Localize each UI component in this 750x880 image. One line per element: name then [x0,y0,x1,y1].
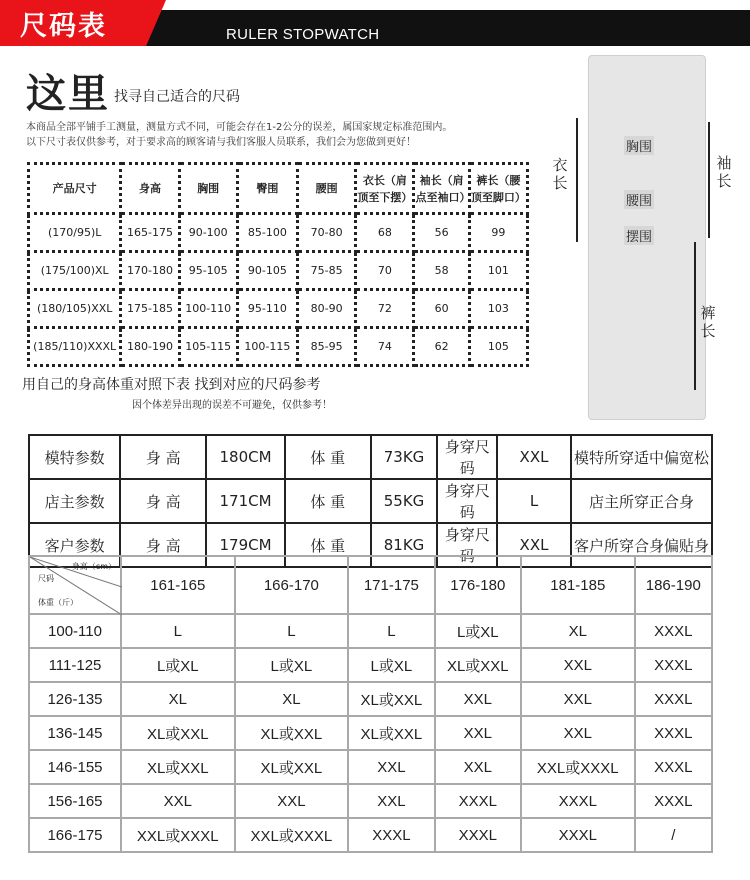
grid-size-cell: XXXL [521,818,635,852]
size-table-cell: 100-115 [237,328,297,366]
params-cell: 身穿尺码 [437,479,497,523]
size-guide-caption: 用自己的身高体重对照下表 找到对应的尺码参考 [22,377,321,393]
size-table-header-cell: 袖长（肩 点至袖口） [414,164,469,214]
size-table-cell: 105-115 [179,328,237,366]
size-spec-table [27,162,529,367]
size-table-cell: 103 [469,290,527,328]
size-table-cell: 175-185 [121,290,179,328]
params-cell: 身穿尺码 [437,523,497,567]
grid-size-cell: XXL [235,784,349,818]
size-table-header-cell: 臀围 [237,164,297,214]
grid-size-cell: XXL [348,784,434,818]
size-table-cell: (185/110)XXXL [29,328,121,366]
params-cell: 180CM [206,435,284,479]
height-weight-size-grid [28,555,713,853]
grid-size-cell: XXXL [635,716,712,750]
corner-size-label: 尺码 [38,574,54,583]
params-cell: XXL [497,435,571,479]
grid-size-cell: XXL [435,716,521,750]
size-table-cell: 90-100 [179,214,237,252]
grid-weight-cell: 100-110 [29,614,121,648]
grid-size-cell: XXXL [635,648,712,682]
size-table-cell: 180-190 [121,328,179,366]
grid-size-cell: XXL [435,682,521,716]
size-table-cell: 99 [469,214,527,252]
note-line: 以下尺寸表仅供参考，对于要求高的顾客请与我们客服人员联系，我们会为您做到更好！ [26,137,416,148]
grid-size-cell: XXL或XXXL [521,750,635,784]
grid-row [29,682,712,716]
grid-size-cell: XXXL [435,784,521,818]
params-cell: 身 高 [120,435,206,479]
waist-label: 腰围 [624,190,654,209]
grid-size-cell: L或XL [235,648,349,682]
size-table-cell: 56 [414,214,469,252]
grid-size-cell: L [235,614,349,648]
grid-row [29,716,712,750]
grid-size-cell: XL [121,682,235,716]
grid-height-header: 161-165 [121,556,235,614]
size-table-cell: 100-110 [179,290,237,328]
params-cell: 身 高 [120,479,206,523]
grid-size-cell: XXXL [521,784,635,818]
grid-size-cell: XXXL [635,614,712,648]
params-row [29,435,712,479]
grid-corner-cell [29,556,121,614]
note-line: 本商品全部平铺手工测量，测量方式不同，可能会存在1-2公分的误差，属国家规定标准范围内。 [26,122,453,133]
size-guide-disclaimer: 因个体差异出现的误差不可避免，仅供参考！ [132,400,332,411]
params-cell: XXL [497,523,571,567]
chest-label: 胸围 [624,136,654,155]
grid-weight-cell: 166-175 [29,818,121,852]
params-cell: 171CM [206,479,284,523]
sleeve-length-label: 袖长 [716,154,732,190]
grid-height-header: 166-170 [235,556,349,614]
model-params-table [28,434,713,568]
size-table-cell: (175/100)XL [29,252,121,290]
header-banner [0,0,750,46]
size-table-cell: (180/105)XXL [29,290,121,328]
params-cell: 模特所穿适中偏宽松 [571,435,712,479]
size-table-header-row [29,164,528,214]
grid-size-cell: XXXL [635,750,712,784]
measurement-note [26,120,566,150]
top-length-line [576,118,578,242]
size-table-cell: 170-180 [121,252,179,290]
grid-size-cell: / [635,818,712,852]
size-table-cell: 101 [469,252,527,290]
size-table-header-cell: 胸围 [179,164,237,214]
section-subheading: 找寻自己适合的尺码 [114,89,240,105]
grid-height-header: 176-180 [435,556,521,614]
params-cell: 店主所穿正合身 [571,479,712,523]
grid-size-cell: XXXL [635,682,712,716]
grid-size-cell: L [121,614,235,648]
size-table-cell: 68 [356,214,414,252]
size-table-cell: (170/95)L [29,214,121,252]
params-cell: 店主参数 [29,479,120,523]
params-cell: 73KG [371,435,438,479]
grid-size-cell: XL或XXL [235,716,349,750]
params-cell: 179CM [206,523,284,567]
params-cell: 81KG [371,523,438,567]
grid-size-cell: XL [521,614,635,648]
grid-weight-cell: 126-135 [29,682,121,716]
size-table-header-cell: 衣长（肩 顶至下摆） [356,164,414,214]
size-table-row [29,214,528,252]
size-table-cell: 105 [469,328,527,366]
grid-weight-cell: 146-155 [29,750,121,784]
size-table-cell: 62 [414,328,469,366]
size-table-cell: 165-175 [121,214,179,252]
grid-size-cell: L或XL [435,614,521,648]
grid-size-cell: XXL [435,750,521,784]
size-table-cell: 70-80 [298,214,356,252]
params-cell: 55KG [371,479,438,523]
grid-size-cell: L或XL [121,648,235,682]
size-table-cell: 90-105 [237,252,297,290]
size-table-header-cell: 产品尺寸 [29,164,121,214]
grid-size-cell: XXXL [348,818,434,852]
sleeve-length-line [708,122,710,238]
params-cell: 体 重 [285,523,371,567]
params-row [29,479,712,523]
grid-weight-cell: 111-125 [29,648,121,682]
size-table-cell: 70 [356,252,414,290]
params-cell: 体 重 [285,435,371,479]
size-table-row [29,252,528,290]
size-table-cell: 95-110 [237,290,297,328]
grid-size-cell: XXL [521,716,635,750]
grid-row [29,648,712,682]
section-heading: 这里 [26,71,110,117]
params-cell: 身 高 [120,523,206,567]
grid-size-cell: XL或XXL [348,716,434,750]
params-cell: 客户所穿合身偏贴身 [571,523,712,567]
size-table-header-cell: 腰围 [298,164,356,214]
grid-size-cell: XXL [348,750,434,784]
size-table-cell: 58 [414,252,469,290]
size-table-cell: 72 [356,290,414,328]
params-cell: 体 重 [285,479,371,523]
grid-size-cell: XL或XXL [348,682,434,716]
size-table-cell: 85-100 [237,214,297,252]
grid-weight-cell: 156-165 [29,784,121,818]
size-table-header-cell: 身高 [121,164,179,214]
params-cell: 客户参数 [29,523,120,567]
size-table-cell: 85-95 [298,328,356,366]
grid-row [29,614,712,648]
grid-row [29,750,712,784]
grid-size-cell: XXL [521,648,635,682]
size-table-row [29,290,528,328]
grid-size-cell: XL或XXL [121,750,235,784]
grid-size-cell: L [348,614,434,648]
grid-size-cell: XXXL [635,784,712,818]
pants-length-line [694,242,696,390]
grid-size-cell: XXL [121,784,235,818]
size-table-cell: 95-105 [179,252,237,290]
grid-size-cell: XL [235,682,349,716]
grid-height-header: 181-185 [521,556,635,614]
top-length-label: 衣长 [552,156,568,192]
corner-weight-label: 体重（斤） [38,598,78,607]
header-subtitle: RULER STOPWATCH [226,26,380,43]
grid-height-header: 171-175 [348,556,434,614]
page-title: 尺码表 [20,11,107,42]
size-table-header-cell: 裤长（腰 顶至脚口） [469,164,527,214]
grid-size-cell: XXL或XXXL [235,818,349,852]
grid-size-cell: XL或XXL [121,716,235,750]
grid-size-cell: XL或XXL [235,750,349,784]
grid-size-cell: XL或XXL [435,648,521,682]
params-cell: 模特参数 [29,435,120,479]
grid-row [29,818,712,852]
grid-header-row [29,556,712,614]
grid-size-cell: XXL或XXXL [121,818,235,852]
corner-height-label: 身高（cm） [71,562,116,571]
model-measurement-figure [552,50,750,425]
grid-size-cell: L或XL [348,648,434,682]
size-table-cell: 75-85 [298,252,356,290]
grid-row [29,784,712,818]
size-table-cell: 74 [356,328,414,366]
pants-length-label: 裤长 [700,304,716,340]
grid-size-cell: XXXL [435,818,521,852]
grid-size-cell: XXL [521,682,635,716]
size-table-cell: 60 [414,290,469,328]
hem-label: 摆围 [624,226,654,245]
size-table-row [29,328,528,366]
grid-height-header: 186-190 [635,556,712,614]
params-cell: L [497,479,571,523]
size-table-cell: 80-90 [298,290,356,328]
grid-weight-cell: 136-145 [29,716,121,750]
params-cell: 身穿尺码 [437,435,497,479]
